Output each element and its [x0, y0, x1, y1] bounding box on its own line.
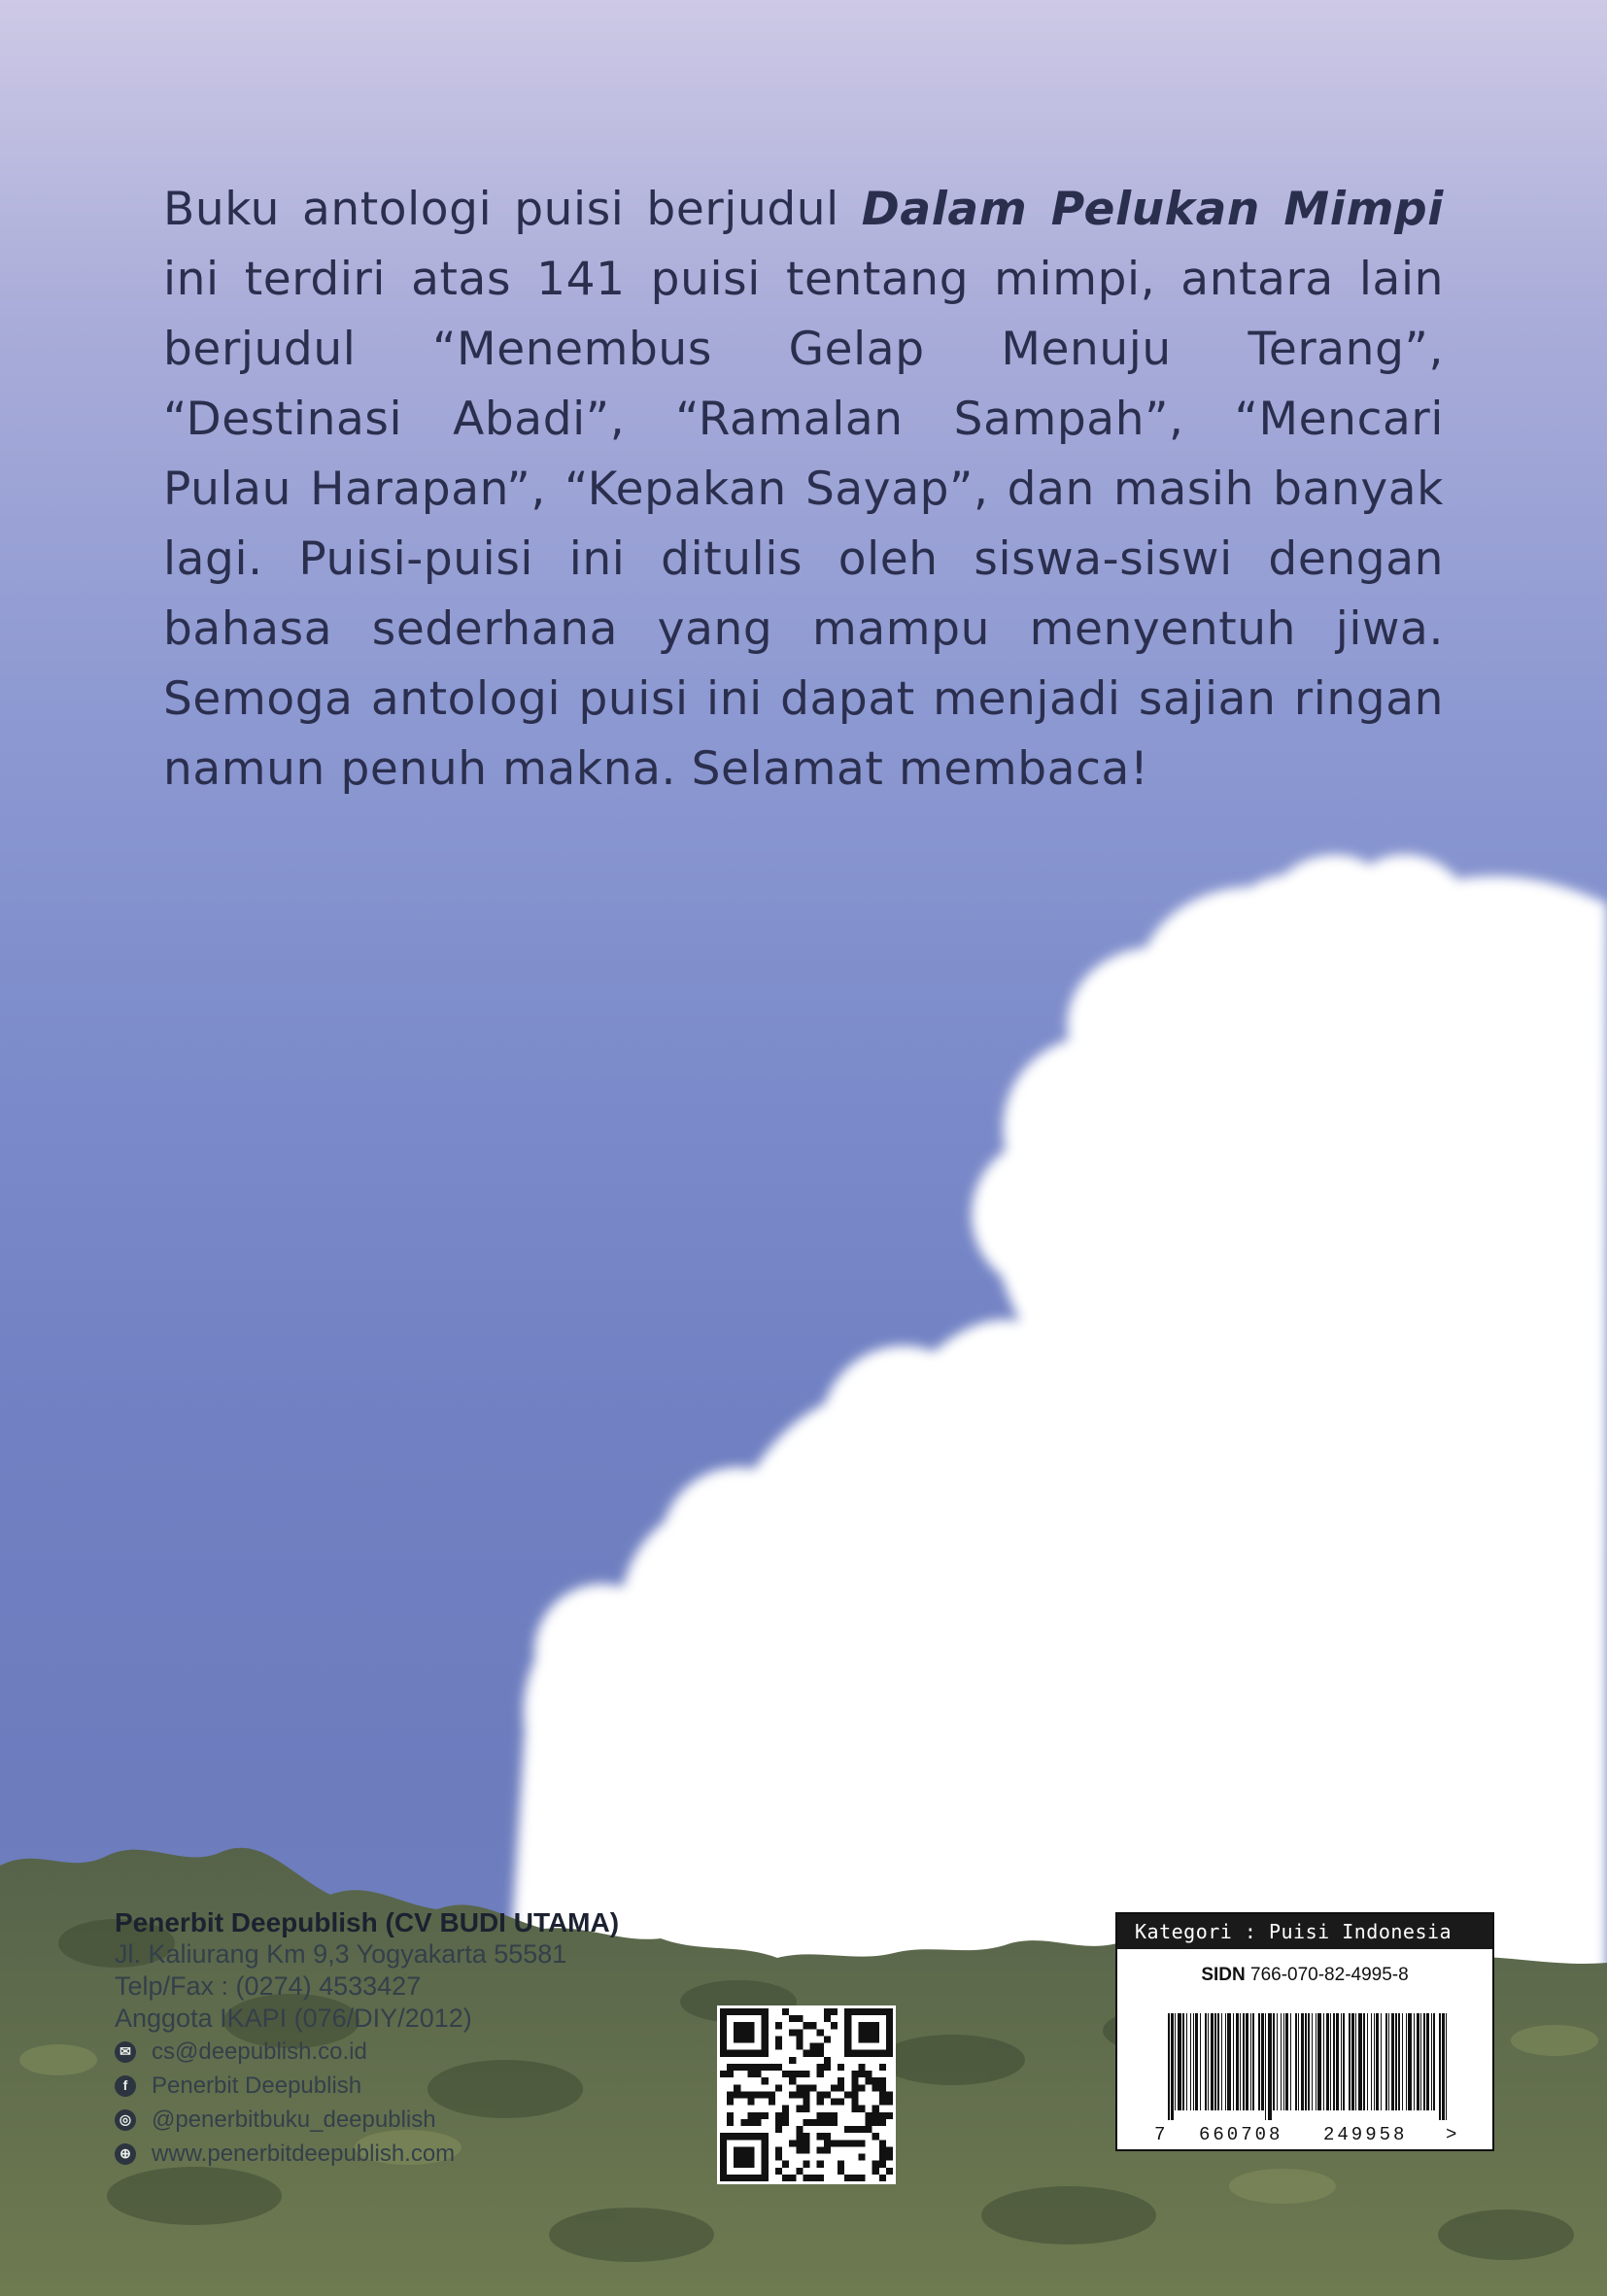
- barcode-bar: [1388, 2013, 1389, 2110]
- barcode-bar: [1323, 2013, 1324, 2110]
- barcode-bar: [1433, 2013, 1435, 2110]
- sidn-label: SIDN: [1201, 1965, 1246, 1985]
- barcode-bar: [1252, 2013, 1254, 2110]
- barcode-bar: [1205, 2013, 1207, 2110]
- barcode-bar: [1285, 2013, 1288, 2110]
- barcode-bar: [1214, 2013, 1216, 2110]
- barcode-digit-first: 7: [1154, 2124, 1166, 2145]
- qr-code: [717, 2005, 896, 2184]
- barcode-bar: [1374, 2013, 1375, 2110]
- barcode-bar: [1336, 2013, 1339, 2110]
- barcode-bar: [1358, 2013, 1362, 2110]
- barcode-bar: [1431, 2013, 1432, 2110]
- barcode-bar: [1168, 2013, 1170, 2120]
- barcode-label: [1115, 1912, 1494, 2151]
- barcode-bar: [1236, 2013, 1239, 2110]
- book-title: Dalam Pelukan Mimpi: [861, 183, 1444, 236]
- barcode-bar: [1261, 2013, 1264, 2110]
- barcode-bar: [1317, 2013, 1321, 2110]
- barcode-bar: [1175, 2013, 1176, 2110]
- contact-website-text: www.penerbitdeepublish.com: [152, 2141, 456, 2167]
- barcode-bar: [1414, 2013, 1415, 2110]
- blurb-text-start: Buku antologi puisi berjudul: [163, 183, 862, 236]
- barcode-bar: [1295, 2013, 1297, 2110]
- barcode-bar: [1298, 2013, 1299, 2110]
- barcode-bar: [1178, 2013, 1181, 2110]
- barcode-bar: [1211, 2013, 1214, 2110]
- publisher-phone: Telp/Fax : (0274) 4533427: [115, 1971, 422, 2001]
- barcode-bar: [1290, 2013, 1291, 2110]
- barcode-bar: [1233, 2013, 1234, 2110]
- barcode-bar: [1446, 2013, 1447, 2120]
- barcode-bar: [1341, 2013, 1342, 2110]
- barcode-bar: [1439, 2013, 1441, 2120]
- barcode-bar: [1193, 2013, 1194, 2110]
- contact-facebook-text: Penerbit Deepublish: [152, 2073, 362, 2099]
- barcode-bar: [1420, 2013, 1421, 2110]
- barcode-bar: [1258, 2013, 1260, 2110]
- barcode-bar: [1330, 2013, 1331, 2110]
- contact-email-text: cs@deepublish.co.id: [152, 2039, 367, 2065]
- barcode-bar: [1301, 2013, 1304, 2110]
- barcode-digits-left: 660708: [1199, 2124, 1283, 2145]
- barcode-bar: [1186, 2013, 1187, 2110]
- barcode-bar: [1250, 2013, 1251, 2110]
- facebook-icon: f: [115, 2075, 136, 2097]
- barcode-bar: [1333, 2013, 1335, 2110]
- barcode-bar: [1363, 2013, 1365, 2110]
- category-label: Kategori : Puisi Indonesia: [1117, 1914, 1492, 1949]
- contact-website: [115, 2137, 717, 2171]
- barcode-bar: [1355, 2013, 1356, 2110]
- globe-icon: ⊕: [115, 2143, 136, 2165]
- barcode-bar: [1305, 2013, 1307, 2110]
- barcode-bar: [1240, 2013, 1241, 2110]
- barcode-bar: [1398, 2013, 1400, 2110]
- barcode-bar: [1371, 2013, 1372, 2110]
- sidn-line: [1117, 1965, 1492, 1986]
- contact-instagram: [115, 2103, 717, 2137]
- publisher-name: Penerbit Deepublish (CV BUDI UTAMA): [115, 1907, 620, 1937]
- barcode-bar: [1171, 2013, 1174, 2120]
- barcode-bar: [1381, 2013, 1382, 2110]
- barcode-bar: [1283, 2013, 1284, 2110]
- barcode-bar: [1408, 2013, 1412, 2110]
- barcode-bar: [1195, 2013, 1198, 2110]
- barcode-bar: [1402, 2013, 1403, 2110]
- barcode-bars: [1117, 2013, 1492, 2149]
- barcode-bar: [1190, 2013, 1191, 2110]
- barcode-bar: [1385, 2013, 1387, 2110]
- barcode-bar: [1395, 2013, 1397, 2110]
- barcode-bar: [1221, 2013, 1222, 2110]
- barcode-digit-end: >: [1446, 2124, 1457, 2145]
- barcode-bar: [1367, 2013, 1368, 2110]
- barcode-bar: [1417, 2013, 1419, 2110]
- barcode-bar: [1391, 2013, 1394, 2110]
- contact-facebook: [115, 2069, 717, 2103]
- email-icon: ✉: [115, 2041, 136, 2063]
- blurb-text-rest: ini terdiri atas 141 puisi tentang mimpi, antara lain berjudul “Menembus Gelap Menuju Terang”, “Destinasi Abadi”, “Ramalan Sampah”, “Mencari Pulau Harapan”, “Kepakan Sayap”, dan masih banyak lagi. Puisi-puisi ini ditulis oleh siswa-siswi dengan bahasa sederhana yang mampu menyentuh jiwa. Semoga antologi puisi ini dapat menjadi sajian ringan namun penuh makna. Selamat membaca!: [163, 253, 1444, 796]
- barcode-bar: [1268, 2013, 1272, 2120]
- publisher-membership: Anggota IKAPI (076/DIY/2012): [115, 2004, 472, 2033]
- barcode-bar: [1426, 2013, 1429, 2110]
- barcode-bar: [1265, 2013, 1266, 2120]
- contact-email: [115, 2035, 717, 2069]
- barcode-bar: [1376, 2013, 1379, 2110]
- barcode-bar: [1225, 2013, 1226, 2110]
- barcode-bar: [1281, 2013, 1282, 2110]
- publisher-address: Jl. Kaliurang Km 9,3 Yogyakarta 55581: [115, 1939, 567, 1969]
- barcode-bar: [1217, 2013, 1219, 2110]
- barcode-bar: [1273, 2013, 1275, 2110]
- barcode-bar: [1326, 2013, 1329, 2110]
- barcode-bar: [1349, 2013, 1351, 2110]
- barcode-bar: [1227, 2013, 1231, 2110]
- barcode-bar: [1243, 2013, 1245, 2110]
- barcode-bar: [1182, 2013, 1184, 2110]
- barcode-bar: [1246, 2013, 1248, 2110]
- instagram-icon: ◎: [115, 2109, 136, 2131]
- barcode-bar: [1312, 2013, 1313, 2110]
- barcode-bar: [1423, 2013, 1425, 2110]
- publisher-info: [115, 1906, 717, 2171]
- barcode-bar: [1343, 2013, 1345, 2110]
- barcode-bar: [1277, 2013, 1278, 2110]
- barcode-bar: [1200, 2013, 1201, 2110]
- barcode-bar: [1442, 2013, 1445, 2120]
- barcode-bar: [1308, 2013, 1310, 2110]
- barcode-bar: [1208, 2013, 1209, 2110]
- barcode-digits-right: 249958: [1323, 2124, 1408, 2145]
- barcode-bar: [1406, 2013, 1407, 2110]
- barcode-bar: [1351, 2013, 1354, 2110]
- contact-instagram-text: @penerbitbuku_deepublish: [152, 2107, 436, 2133]
- sidn-number: 766-070-82-4995-8: [1250, 1965, 1409, 1985]
